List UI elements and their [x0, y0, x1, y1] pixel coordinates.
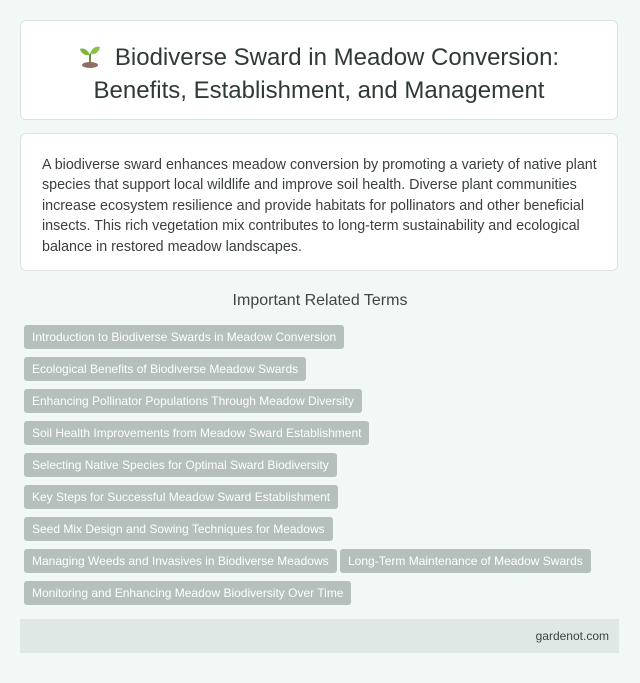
title-line-2: Benefits, Establishment, and Management [93, 77, 545, 104]
term-tag[interactable]: Long-Term Maintenance of Meadow Swards [340, 549, 591, 573]
term-tag[interactable]: Key Steps for Successful Meadow Sward Establishment [24, 485, 338, 509]
term-tag[interactable]: Selecting Native Species for Optimal Sward Biodiversity [24, 453, 337, 477]
term-tag[interactable]: Enhancing Pollinator Populations Through Meadow Diversity [24, 389, 362, 413]
seedling-icon [79, 44, 101, 76]
term-tag[interactable]: Seed Mix Design and Sowing Techniques for Meadows [24, 517, 333, 541]
term-tag[interactable]: Soil Health Improvements from Meadow Sward Establishment [24, 421, 369, 445]
term-tag[interactable]: Managing Weeds and Invasives in Biodiverse Meadows [24, 549, 337, 573]
footer-site-link[interactable]: gardenot.com [535, 629, 609, 643]
term-tag[interactable]: Ecological Benefits of Biodiverse Meadow Swards [24, 357, 306, 381]
intro-card [20, 133, 618, 271]
intro-paragraph: A biodiverse sward enhances meadow conversion by promoting a variety of native plant species that support local wildlife and improve soil health. Diverse plant communities increase ecosystem resilience and provide habitats for pollinators and other beneficial insects. This rich vegetation mix contributes to long-term sustainability and ecological balance in restored meadow landscapes. [42, 157, 597, 255]
related-terms-heading: Important Related Terms [232, 292, 408, 309]
term-tag[interactable]: Monitoring and Enhancing Meadow Biodiversity Over Time [24, 581, 351, 605]
term-tag[interactable]: Introduction to Biodiverse Swards in Meadow Conversion [24, 325, 344, 349]
page-title [21, 43, 617, 106]
title-card [20, 20, 618, 120]
title-line-1: Biodiverse Sward in Meadow Conversion: [114, 44, 560, 71]
footer [20, 619, 619, 653]
